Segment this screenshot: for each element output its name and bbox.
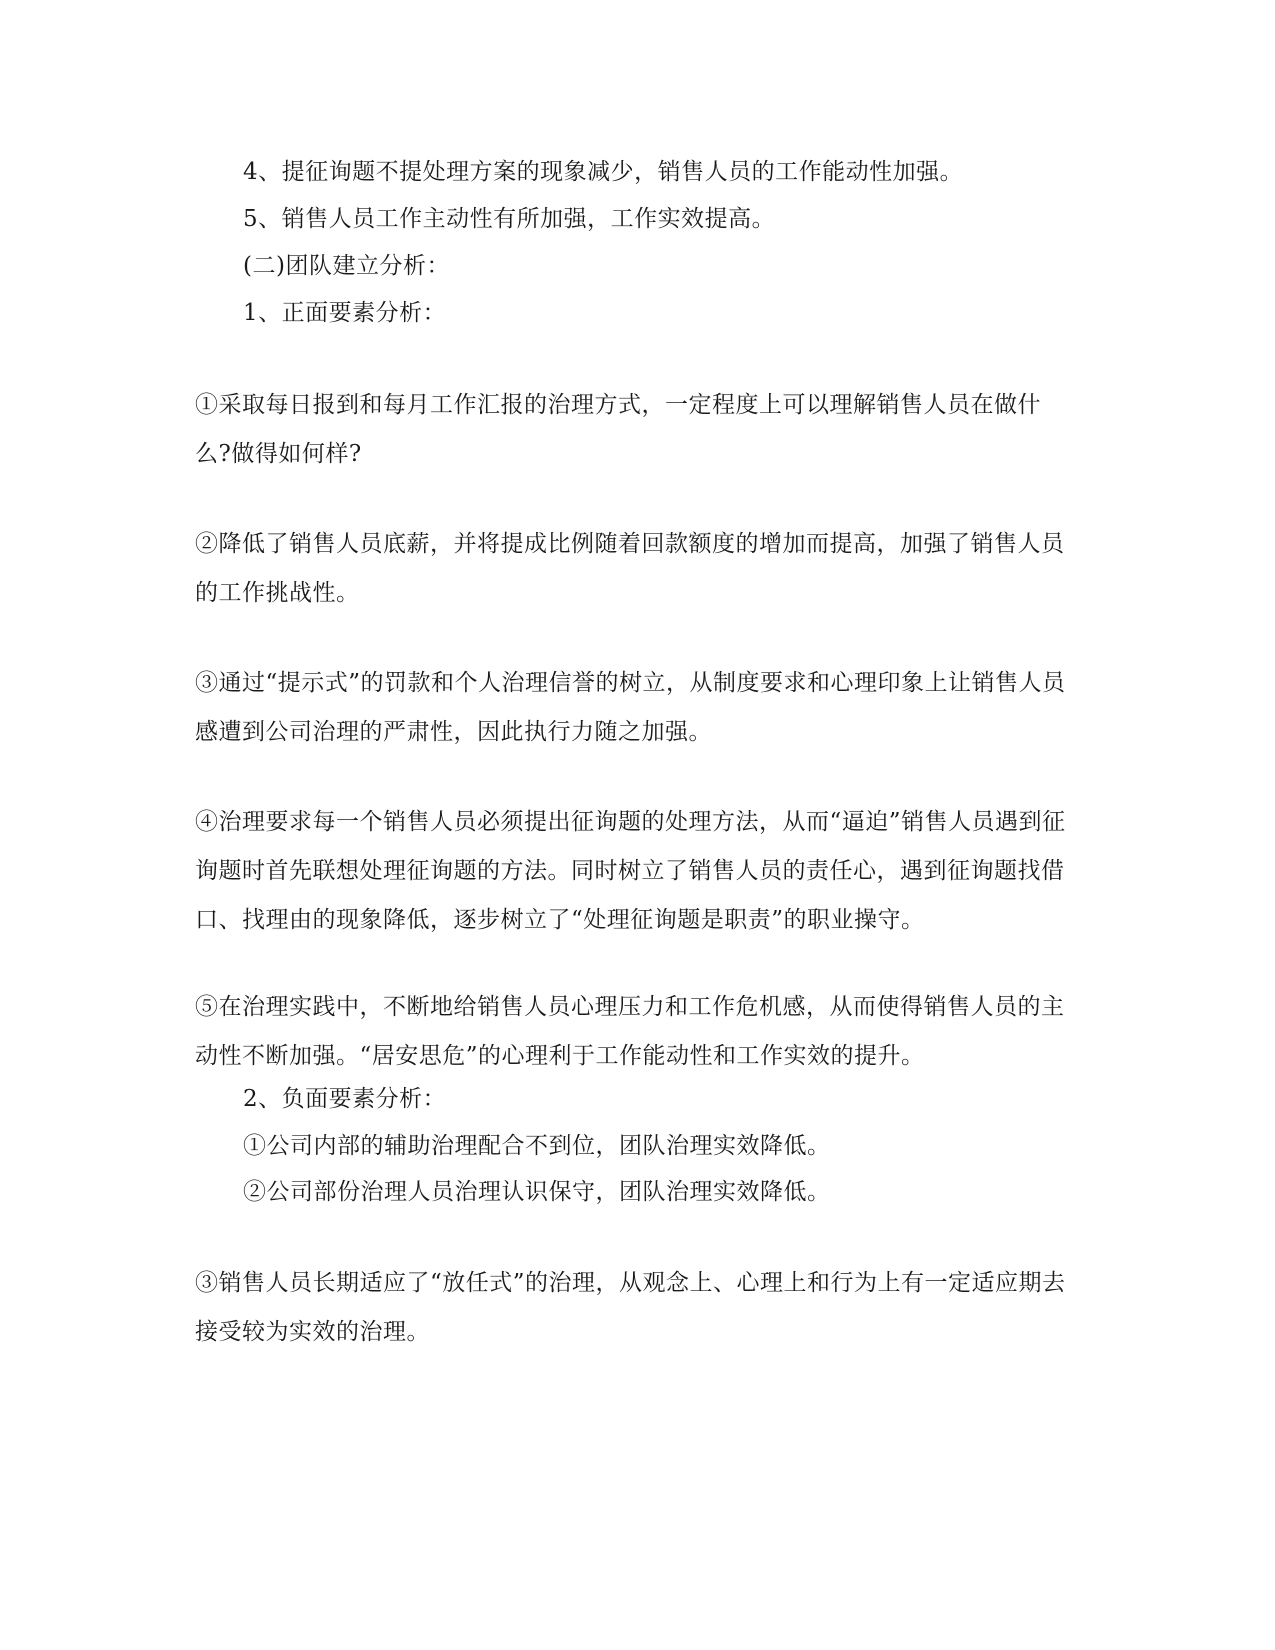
section-heading-team-building: (二)团队建立分析： [243,253,450,279]
subheading-negative-factors: 2、负面要素分析： [243,1086,447,1112]
paragraph-positive-5: ⑤在治理实践中，不断地给销售人员心理压力和工作危机感，从而使得销售人员的主动性不断加强。“居安思危”的心理利于工作能动性和工作实效的提升。 [195,994,1065,1069]
paragraph-negative-2: ②公司部份治理人员治理认识保守，团队治理实效降低。 [243,1179,831,1205]
paragraph-item-5: 5、销售人员工作主动性有所加强，工作实效提高。 [243,206,776,232]
paragraph-negative-3: ③销售人员长期适应了“放任式”的治理，从观念上、心理上和行为上有一定适应期去接受较为实效的治理。 [195,1270,1066,1345]
paragraph-positive-4: ④治理要求每一个销售人员必须提出征询题的处理方法，从而“逼迫”销售人员遇到征询题时首先联想处理征询题的方法。同时树立了销售人员的责任心，遇到征询题找借口、找理由的现象降低，逐步树立了“处理征询题是职责”的职业操守。 [195,809,1066,933]
subheading-positive-factors: 1、正面要素分析： [243,300,447,326]
paragraph-item-4: 4、提征询题不提处理方案的现象减少，销售人员的工作能动性加强。 [243,159,964,185]
paragraph-positive-3: ③通过“提示式”的罚款和个人治理信誉的树立，从制度要求和心理印象上让销售人员感遭到公司治理的严肃性，因此执行力随之加强。 [195,670,1066,745]
paragraph-positive-2: ②降低了销售人员底薪，并将提成比例随着回款额度的增加而提高，加强了销售人员的工作挑战性。 [195,531,1065,606]
paragraph-negative-1: ①公司内部的辅助治理配合不到位，团队治理实效降低。 [243,1133,831,1159]
paragraph-positive-1: ①采取每日报到和每月工作汇报的治理方式，一定程度上可以理解销售人员在做什么?做得如何样? [195,392,1041,467]
